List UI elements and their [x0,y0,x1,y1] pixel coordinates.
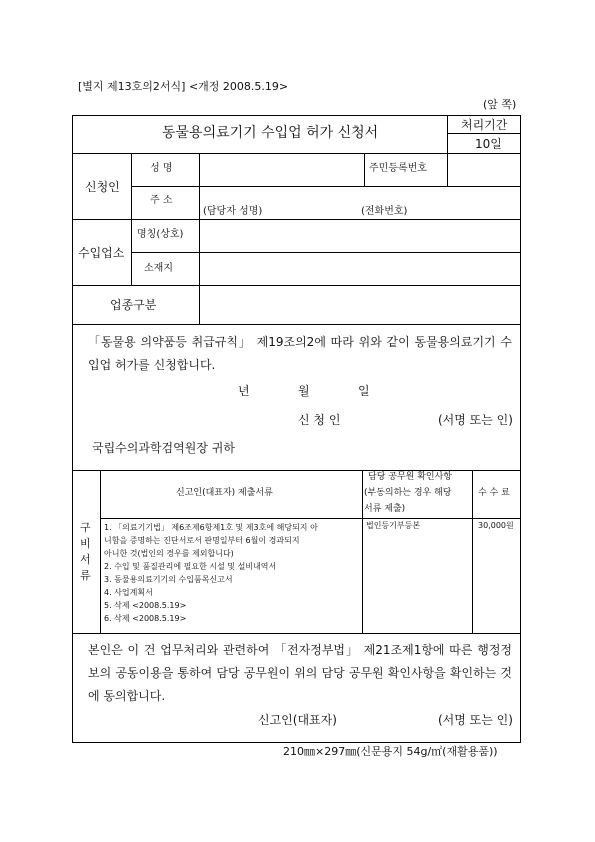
applicant-sign-note: (서명 또는 인) [438,413,513,427]
list-item: 5. 삭제 <2008.5.19> [104,601,187,610]
declarant-signature-field[interactable] [350,710,430,730]
rrn-label: 주민등록번호 [369,163,427,174]
list-item: 2. 수입 및 품질관리에 필요한 시설 및 설비내역서 [104,562,277,571]
location-label: 소재지 [144,263,173,274]
applicant-section-label: 신청인 [85,180,120,194]
application-statement: 「동물용 의약품등 취급규칙」 제19조의2에 따라 위와 같이 동물용의료기기 수입업 허가를 신청합니다. [88,335,512,372]
col-line [362,470,363,633]
col-line [447,153,448,186]
docs-side-label-1: 구 [80,521,91,534]
list-item: 아니한 것(법인의 경우를 제외합니다) [104,549,234,558]
col-line [199,285,200,324]
phone-label: (전화번호) [361,206,408,217]
row-line [72,633,521,634]
docs-side-label-4: 류 [80,569,91,582]
row-line [72,324,521,325]
col-line [100,470,101,633]
frame-right-line [520,115,521,743]
name-field[interactable] [201,156,361,182]
business-category-field[interactable] [201,287,517,321]
confirm-item: 법인등기부등본 [366,521,421,530]
row-line [131,252,521,253]
frame-top-line [72,115,521,116]
list-item: 1. 「의료기기법」 제6조제6항제1호 및 제3호에 해당되지 아 [104,523,318,532]
submission-list [104,521,318,625]
list-item: 6. 삭제 <2008.5.19> [104,614,187,623]
processing-divider [447,133,521,134]
date-month-label: 월 [298,384,310,398]
list-item: 3. 동물용의료기기의 수입품목신고서 [104,575,233,584]
row-line [72,153,521,154]
form-title: 동물용의료기기 수입업 허가 신청서 [162,125,379,141]
trade-name-label: 명칭(상호) [137,229,184,240]
form-reference: [별지 제13호의2서식] <개정 2008.5.19> [78,80,289,93]
addressee: 국립수의과학검역원장 귀하 [92,441,235,455]
docs-side-label-3: 서 [80,553,91,566]
business-section-label: 수입업소 [78,246,125,260]
col-header-fee: 수 수 료 [478,488,510,498]
list-item: 니함을 증명하는 진단서로서 판명일부터 6월이 경과되지 [104,536,300,545]
location-field[interactable] [201,254,517,282]
processing-period-label: 처리기간 [461,118,508,132]
name-label: 성 명 [150,163,173,174]
applicant-signature-field[interactable] [350,410,430,430]
col-header-submit: 신고인(대표자) 제출서류 [176,488,273,498]
business-category-label: 업종구분 [110,298,157,312]
paper-spec: 210㎜×297㎜(신문용지 54g/㎡(재활용품)) [283,745,498,758]
list-item: 4. 사업계획서 [104,588,153,597]
date-year-label: 년 [238,384,250,398]
manager-name-label: (담당자 성명) [203,206,263,217]
rrn-field[interactable] [449,156,517,182]
col-header-confirm-1: 담당 공무원 확인사항 [368,472,452,482]
frame-left-line [72,115,73,743]
address-label: 주 소 [150,195,173,206]
consent-statement: 본인은 이 건 업무처리와 관련하여 「전자정부법」 제21조제1항에 따른 행정정보의 공동이용을 통하여 담당 공무원이 위의 담당 공무원 확인사항을 확인하는 것에 동의합니다. [88,643,512,703]
row-line [100,518,521,519]
frame-bottom-line [72,742,521,743]
fee-value: 30,000원 [478,521,514,530]
processing-period-value: 10일 [475,137,502,151]
declarant-label: 신고인(대표자) [258,713,337,727]
col-line [472,470,473,633]
trade-name-field[interactable] [201,221,517,249]
row-line [131,186,521,187]
col-header-confirm-2: (부동의하는 경우 해당 [364,488,452,498]
row-line [72,285,521,286]
declarant-sign-note: (서명 또는 인) [438,713,513,727]
col-header-confirm-3: 서류 제출) [364,504,406,514]
docs-side-label-2: 비 [80,537,91,550]
page-side-label: (앞 쪽) [483,98,517,111]
col-line [364,153,365,186]
applicant-signer-label: 신 청 인 [298,413,341,427]
title-divider [447,115,448,153]
row-line [72,219,521,220]
row-line [72,470,521,471]
date-day-label: 일 [358,384,370,398]
